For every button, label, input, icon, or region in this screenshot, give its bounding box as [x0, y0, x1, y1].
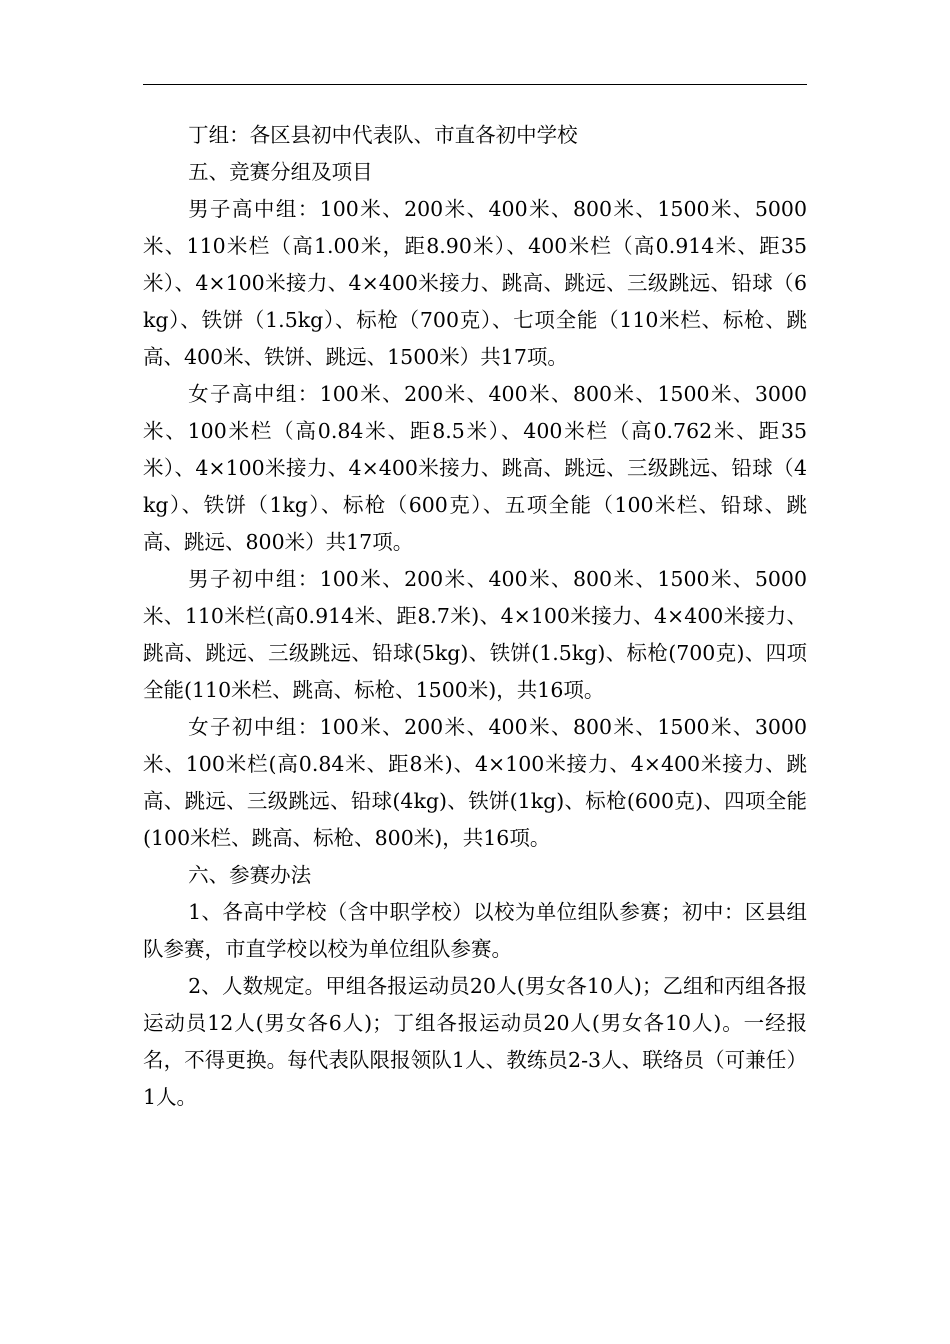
section-heading-competition-groups: 五、竞赛分组及项目	[188, 160, 373, 184]
paragraph-boys-junior-high: 男子初中组：100米、200米、400米、800米、1500米、5000米、110米栏(高0.914米、距8.7米)、4×100米接力、4×400米接力、跳高、跳远、三级跳远、铅球(5kg)、铁饼(1.5kg)、标枪(700克)、四项全能(110米栏、跳高、标枪、1500米)，共16项。	[143, 567, 807, 702]
paragraph-rule-2: 2、人数规定。甲组各报运动员20人(男女各10人)；乙组和丙组各报运动员12人(男女各6人)；丁组各报运动员20人(男女各10人)。一经报名，不得更换。每代表队限报领队1人、教练员2-3人、联络员（可兼任）1人。	[143, 974, 807, 1109]
paragraph-boys-high-school: 男子高中组：100米、200米、400米、800米、1500米、5000米、110米栏（高1.00米，距8.90米）、400米栏（高0.914米、距35米）、4×100米接力、4×400米接力、跳高、跳远、三级跳远、铅球（6kg）、铁饼（1.5kg）、标枪（700克）、七项全能（110米栏、标枪、跳高、400米、铁饼、跳远、1500米）共17项。	[143, 197, 807, 369]
document-body	[143, 117, 807, 1116]
paragraph-group-ding: 丁组：各区县初中代表队、市直各初中学校	[188, 123, 578, 147]
section-heading-participation-rules: 六、参赛办法	[188, 863, 312, 887]
paragraph-rule-1: 1、各高中学校（含中职学校）以校为单位组队参赛；初中：区县组队参赛，市直学校以校为单位组队参赛。	[143, 900, 807, 961]
header-rule	[143, 84, 807, 85]
paragraph-girls-high-school: 女子高中组：100米、200米、400米、800米、1500米、3000米、100米栏（高0.84米、距8.5米）、400米栏（高0.762米、距35米）、4×100米接力、4×400米接力、跳高、跳远、三级跳远、铅球（4kg）、铁饼（1kg）、标枪（600克）、五项全能（100米栏、铅球、跳高、跳远、800米）共17项。	[143, 382, 807, 554]
paragraph-girls-junior-high: 女子初中组：100米、200米、400米、800米、1500米、3000米、100米栏(高0.84米、距8米)、4×100米接力、4×400米接力、跳高、跳远、三级跳远、铅球(4kg)、铁饼(1kg)、标枪(600克)、四项全能(100米栏、跳高、标枪、800米)，共16项。	[143, 715, 807, 850]
